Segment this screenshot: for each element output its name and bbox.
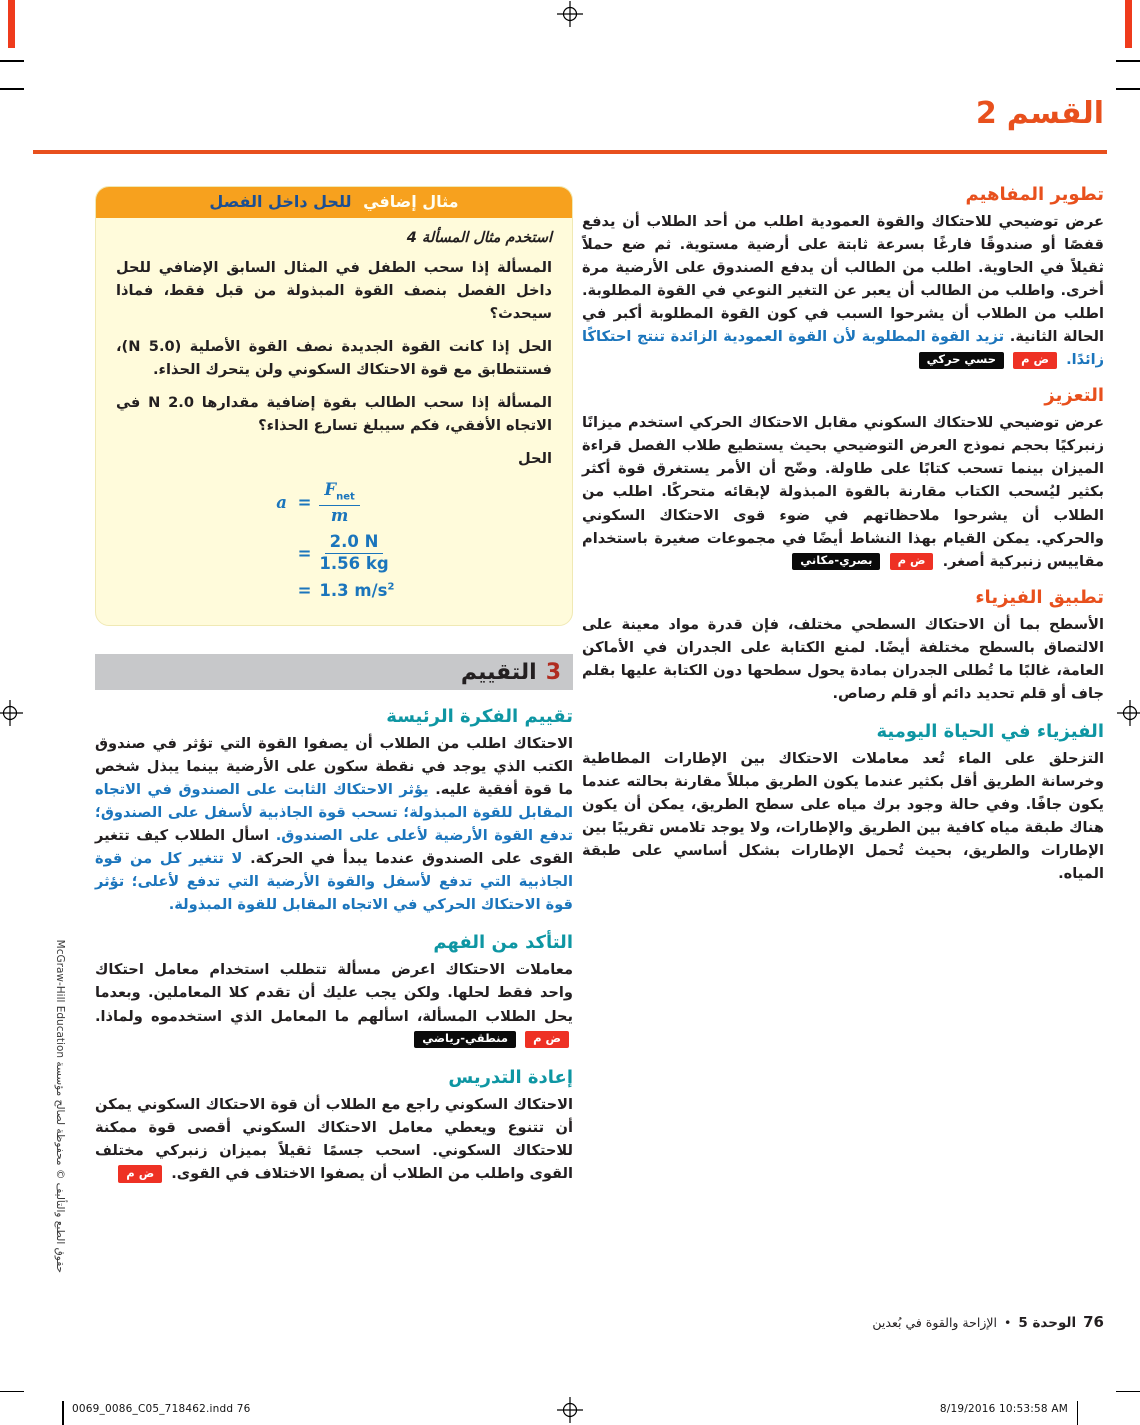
paragraph-text: بما أن الاحتكاك السطحي مختلف، فإن قدرة مواد معينة على الالتصاق بالسطح مختلفة أيضًا. لمنع الكتابة على الجدران في الأماكن العامة، غالبًا ما تُطلى الجدران بمادة يحول سطحها دون الكتابة عليها بقلم جاف أو قلم تحديد دائم أو قلم رصاص. — [582, 615, 1104, 702]
run-in-label: التزحلق على الماء — [958, 749, 1104, 767]
run-in-label: عرض توضيحي للاحتكاك السكوني مقابل الاحتكاك الحركي — [689, 414, 1104, 432]
paragraph — [95, 1093, 573, 1185]
section-heading: تقييم الفكرة الرئيسة — [386, 706, 573, 728]
run-in-label: الاحتكاك — [513, 735, 573, 753]
print-info-right: 8/19/2016 10:53:58 AM — [939, 1403, 1068, 1415]
math-subscript: net — [336, 491, 355, 503]
paragraph — [582, 613, 1104, 705]
teacher-answer-text: يؤثر الاحتكاك الثابت على الصندوق في الاتجاه المقابل للقوة المبذولة؛ تسحب قوة الجاذبية لأسفل على الصندوق؛ تدفع القوة الأرضية لأعلى على الصندوق. — [95, 781, 573, 845]
section-heading: التأكد من الفهم — [433, 932, 573, 954]
reteach-section — [95, 1067, 573, 1185]
problem-text: إذا سحب الطالب بقوة إضافية مقدارها 2.0 N في الاتجاه الأفقي، فكم سيبلغ تسارع الحذاء؟ — [116, 394, 552, 435]
page-title — [976, 96, 1104, 131]
paragraph-text: تُعد معاملات الاحتكاك بين الإطارات المطاطية وخرسانة الطريق أقل بكثير عندما يكون الطريق مبللاً مقارنة بحالته عندما يكون جافًا. وفي حالة وجود برك مياه على سطح الطريق، يمكن أن يكون هناك طبقة مياه كافية بين الطريق والإطارات، ولا يوجد تلامس تقريبًا بين الإطارات والطريق، بحيث تُحمل الإطارات بشكل أساسي على طبقة المياه. — [582, 749, 1104, 883]
footer-separator: • — [1003, 1315, 1012, 1330]
fraction-numerator: 2.0 N — [325, 532, 384, 554]
standard-badge: ض م — [890, 553, 934, 571]
fraction — [319, 532, 388, 574]
crop-mark — [1116, 88, 1140, 90]
equation-row — [274, 532, 395, 574]
crop-mark — [0, 1391, 24, 1393]
example-box-header — [96, 187, 572, 218]
solution-label-row — [116, 447, 552, 470]
applying-physics-section — [582, 587, 1104, 705]
result-exponent: 2 — [387, 581, 395, 593]
registration-mark — [557, 1397, 583, 1423]
section-heading: تطوير المفاهيم — [965, 184, 1104, 205]
teacher-answer-text: تزيد القوة المطلوبة لأن القوة العمودية الزائدة تنتج احتكاكًا زائدًا. — [582, 328, 1104, 369]
paragraph-text: اعرض مسألة تتطلب استخدام معامل احتكاك واحد فقط لحلها. ولكن يجب عليك أن تقدم كلا المعاملين. وبعدما يحل الطلاب المسألة، اسألهم ما المعامل الذي استخدموه ولماذا. — [95, 961, 573, 1025]
page-number: 76 — [1083, 1313, 1104, 1331]
solution-label: الحل — [517, 450, 552, 468]
math-variable: a — [276, 493, 287, 513]
equation-row — [274, 581, 395, 600]
assess-main-idea-section — [95, 706, 573, 916]
color-bar — [1125, 0, 1132, 48]
intelligence-badge: بصري-مكاني — [792, 553, 880, 571]
right-column — [582, 184, 1104, 891]
standard-badge: ض م — [118, 1165, 162, 1183]
assessment-number: 3 — [545, 659, 561, 685]
example-box — [95, 186, 573, 626]
example-title: مثال إضافي — [363, 192, 459, 211]
develop-concepts-section — [582, 184, 1104, 371]
example-intro: استخدم مثال المسألة 4 — [406, 230, 552, 246]
page-footer — [872, 1313, 1104, 1331]
solution-paragraph — [116, 335, 552, 381]
result-value: 1.3 m/s — [319, 581, 388, 601]
paragraph — [95, 732, 573, 916]
section-heading: إعادة التدريس — [448, 1066, 573, 1088]
math-equation — [274, 480, 395, 600]
solution-label: الحل — [517, 338, 552, 356]
registration-mark — [0, 700, 23, 726]
problem-label: المسألة — [497, 259, 552, 276]
equation-row — [274, 480, 395, 525]
fraction-denominator: 1.56 kg — [319, 554, 389, 574]
paragraph-text: اطلب من الطلاب أن يصفوا القوة التي تؤثر في صندوق الكتب الذي يوجد في نقطة سكون على الأرضية بينما يبذل شخص ما قوة أفقية عليه. — [95, 735, 573, 799]
registration-mark — [557, 1, 583, 27]
physics-daily-life-section — [582, 721, 1104, 885]
paragraph — [95, 958, 573, 1050]
paragraph — [582, 747, 1104, 885]
crop-mark — [1116, 1391, 1140, 1393]
color-bar — [8, 0, 15, 48]
math-variable: F — [324, 480, 337, 500]
paragraph — [582, 411, 1104, 572]
equals-sign: = — [297, 543, 312, 563]
standard-badge: ض م — [1013, 352, 1057, 370]
section-number: 2 — [975, 96, 997, 131]
check-understanding-section — [95, 932, 573, 1050]
equals-sign: = — [297, 493, 312, 513]
problem-paragraph — [116, 391, 552, 437]
section-heading: التعزيز — [1044, 385, 1104, 407]
section-heading: الفيزياء في الحياة اليومية — [876, 720, 1104, 742]
footer-chapter: الإزاحة والقوة في بُعدين — [872, 1315, 997, 1330]
fraction-denominator: m — [330, 505, 349, 525]
crop-mark — [0, 60, 24, 62]
print-info-left: 0069_0086_C05_718462.indd 76 — [72, 1403, 251, 1415]
footer-unit: الوحدة 5 — [1018, 1315, 1077, 1331]
assessment-label: التقييم — [460, 659, 537, 685]
section-heading: تطبيق الفيزياء — [975, 586, 1104, 608]
solution-text: إذا كانت القوة الجديدة نصف القوة الأصلية (5.0 N)، فستتطابق مع قوة الاحتكاك السكوني ولن يتحرك الحذاء. — [116, 338, 552, 379]
crop-mark — [1077, 1401, 1079, 1425]
paragraph — [582, 210, 1104, 371]
fraction-numerator — [319, 480, 359, 505]
run-in-label: الاحتكاك السكوني — [444, 1095, 574, 1113]
intelligence-badge: حسي حركي — [919, 352, 1004, 370]
registration-mark — [1117, 700, 1140, 726]
paragraph-text: اسأل الطلاب كيف تتغير القوى على الصندوق عندما يبدأ في الحركة. — [95, 827, 573, 868]
example-box-body — [96, 218, 572, 600]
intelligence-badge: منطقي-رياضي — [414, 1031, 516, 1049]
run-in-label: عرض توضيحي للاحتكاك والقوة العمودية — [810, 213, 1104, 230]
math-result — [319, 581, 394, 600]
equals-sign: = — [297, 581, 312, 601]
copyright-sidebar: حقوق الطبع والتأليف © محفوظة لصالح مؤسسة McGraw-Hill Education — [54, 939, 66, 1273]
header-rule — [33, 150, 1107, 154]
fraction — [319, 480, 359, 525]
problem-text: إذا سحب الطفل في المثال السابق الإضافي للحل داخل الفصل بنصف القوة المبذولة من قبل فقط، فماذا سيحدث؟ — [116, 259, 552, 323]
paragraph-text: استخدم ميزانًا زنبركيًا بحجم نموذج العرض التوضيحي بحيث يستطيع طلاب الفصل قراءة الميزان بينما تسحب كتابًا على طاولة. وضّح أن الأمر يستغرق قوة أكثر بكثير ليُسحب الكتاب مقارنة بالقوة المبذولة لإبقائه متحركًا. اطلب من الطلاب أن يشرحوا ملاحظاتهم في ضوء قوى الاحتكاك السكوني والحركي. يمكن القيام بهذا النشاط أيضًا في مجموعات صغيرة باستخدام مقاييس زنبركية أصغر. — [582, 414, 1104, 570]
left-column — [95, 186, 573, 1191]
standard-badge: ض م — [525, 1031, 569, 1049]
run-in-label: معاملات الاحتكاك — [445, 961, 573, 979]
crop-mark — [0, 88, 24, 90]
teacher-answer-text: لا تتغير كل من قوة الجاذبية التي تدفع لأسفل والقوة الأرضية التي تدفع لأعلى؛ تؤثر قوة الاحتكاك الحركي في الاتجاه المقابل للقوة المبذولة. — [95, 850, 573, 914]
run-in-label: الأسطح — [1049, 615, 1104, 633]
reinforcement-section — [582, 385, 1104, 572]
paragraph-text: اطلب من أحد الطلاب أن يدفع قفصًا أو صندوقًا فارغًا بسرعة ثابتة على أرضية مستوية. ثم ضع حملاً ثقيلاً في الحاوية. اطلب من الطالب أن يدفع الصندوق على الأرضية مرة أخرى. واطلب من الطالب أن يعبر عن التغير النوعي في القوة المطلوبة. اطلب من الطلاب أن يشرحوا السبب في كون القوة المطلوبة أكبر في الحالة الثانية. — [582, 213, 1104, 346]
assessment-bar — [95, 654, 573, 690]
example-subtitle: للحل داخل الفصل — [209, 192, 352, 211]
problem-paragraph — [116, 256, 552, 325]
crop-mark — [62, 1401, 64, 1425]
section-label: القسم — [1006, 96, 1104, 131]
paragraph-text: راجع مع الطلاب أن قوة الاحتكاك السكوني يمكن أن تتنوع ويعطي معامل الاحتكاك السكوني أقصى قوة ممكنة للاحتكاك السكوني. اسحب جسمًا ثقيلاً بميزان زنبركي مختلف القوى واطلب من الطلاب أن يصفوا الاختلاف في القوى. — [95, 1095, 573, 1182]
problem-label: المسألة — [497, 394, 552, 412]
crop-mark — [1116, 60, 1140, 62]
